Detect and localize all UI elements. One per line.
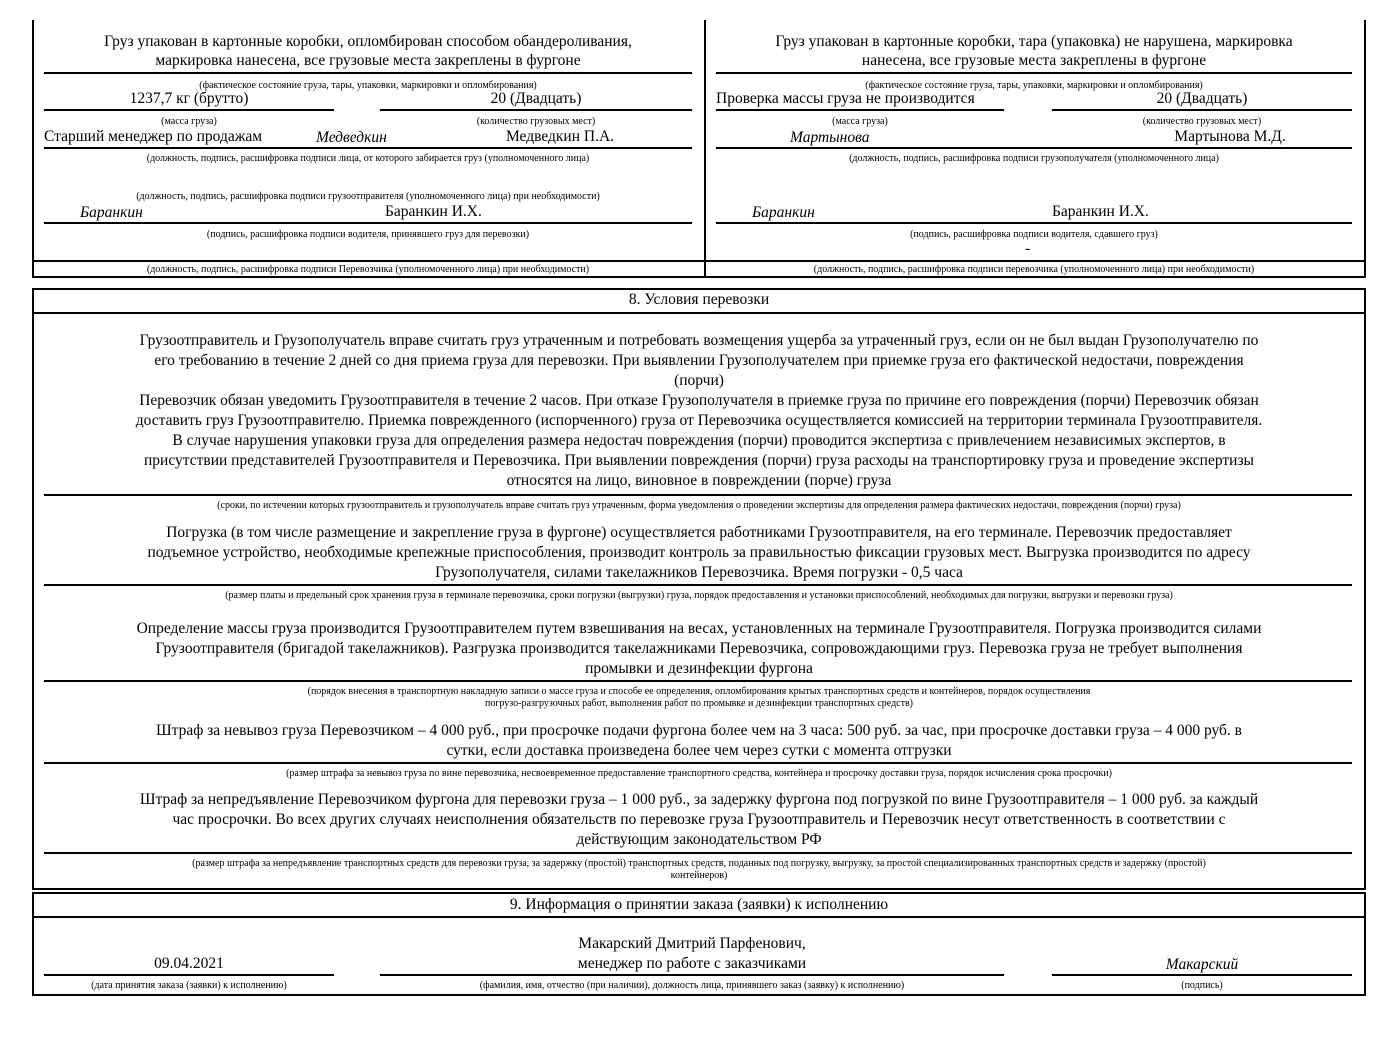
left-cargo-state-line1: Груз упакован в картонные коробки, опломбирован способом обандероливания, bbox=[104, 33, 632, 50]
section9-signature-caption: (подпись) bbox=[1181, 980, 1223, 991]
section8-p5-line: час просрочки. Во всех других случаях неисполнения обязательств по перевозке груза Грузоотправитель и Перевозчик несут ответственность в соответствии с bbox=[172, 811, 1226, 828]
right-carrier-caption: (должность, подпись, расшифровка подписи перевозчика (уполномоченного лица) при необходимости) bbox=[813, 264, 1255, 275]
left-signature: Медведкин bbox=[316, 129, 387, 146]
section9-signature-underline bbox=[1052, 974, 1352, 976]
section8-p2-line: Погрузка (в том числе размещение и закрепление груза в фургоне) осуществляется работниками Грузоотправителя, на его терминале. Перевозчик предоставляет bbox=[166, 524, 1232, 541]
section8-paragraph-5 bbox=[40, 790, 1358, 850]
right-mass-underline bbox=[716, 109, 1004, 111]
left-places-caption: (количество грузовых мест) bbox=[476, 116, 596, 127]
left-carrier-caption: (должность, подпись, расшифровка подписи Перевозчика (уполномоченного лица) при необходимости) bbox=[146, 264, 590, 275]
left-driver-name: Баранкин И.Х. bbox=[385, 203, 482, 220]
section8-c5-line: контейнеров) bbox=[670, 870, 728, 881]
right-mass-caption: (масса груза) bbox=[832, 116, 888, 127]
section8-caption-2: (размер платы и предельный срок хранения груза в терминале перевозчика, сроки погрузки (выгрузки) груза, порядок предоставления и установки приспособлений, необходимых для погрузки, выгрузки и перевозки груза) bbox=[225, 590, 1173, 601]
section8-paragraph-2 bbox=[40, 523, 1358, 583]
left-position: Старший менеджер по продажам bbox=[44, 128, 263, 145]
right-places-caption: (количество грузовых мест) bbox=[1142, 116, 1262, 127]
section8-p1-line: Грузоотправитель и Грузополучатель вправе считать груз утраченным и потребовать возмещения ущерба за утраченный груз, если он не был выдан Грузополучателю по bbox=[139, 332, 1259, 349]
left-person-underline bbox=[44, 147, 692, 149]
left-places-underline bbox=[380, 109, 692, 111]
right-driver-name: Баранкин И.Х. bbox=[1052, 203, 1149, 220]
section9-date: 09.04.2021 bbox=[154, 955, 224, 972]
right-signature: Мартынова bbox=[790, 129, 870, 146]
left-driver-signature: Баранкин bbox=[80, 204, 143, 221]
section8-p1-line: присутствии представителей Грузоотправителя и Перевозчика. При выявлении повреждения (порчи) груза расходы на транспортировку груза и проведение экспертизы bbox=[144, 452, 1254, 469]
right-cargo-state-line1: Груз упакован в картонные коробки, тара (упаковка) не нарушена, маркировка bbox=[775, 33, 1293, 50]
top-left-border bbox=[32, 20, 34, 278]
right-cargo-state-line2: нанесена, все грузовые места закреплены в фургоне bbox=[861, 52, 1207, 69]
right-driver-signature: Баранкин bbox=[752, 204, 815, 221]
section8-p1-line: его требованию в течение 2 дней со дня приема груза для перевозки. При выявлении Грузополучателем при приемке груза его фактической недостачи, повреждения bbox=[154, 352, 1244, 369]
section9-title-line bbox=[32, 916, 1366, 918]
section8-p3-line: Определение массы груза производится Грузоотправителем путем взвешивания на весах, установленных на терминале Грузоотправителя. Погрузка производится силами bbox=[136, 620, 1262, 637]
section8-p4-line: Штраф за невывоз груза Перевозчиком – 4 000 руб., при просрочке подачи фургона более чем на 3 часа: 500 руб. за час, при просрочке доставки груза – 4 000 руб. в bbox=[155, 722, 1242, 739]
section8-caption-3 bbox=[34, 686, 1364, 710]
section8-p5-line: Штраф за непредъявление Перевозчиком фургона для перевозки груза – 1 000 руб., за задержку фургона под погрузкой по вине Грузоотправителя – 1 000 руб. за каждый bbox=[139, 791, 1259, 808]
section8-p1-line: В случае нарушения упаковки груза для определения размера недостач повреждения (порчи) проводится экспертиза с привлечением независимых экспертов, в bbox=[172, 432, 1226, 449]
left-shipper-caption: (должность, подпись, расшифровка подписи грузоотправителя (уполномоченного лица) при необходимости) bbox=[136, 191, 600, 202]
section8-p5-line: действующим законодательством РФ bbox=[576, 831, 822, 848]
section8-p3-line: Грузоотправителя (бригадой такелажников). Разгрузка производится такелажниками Перевозчика, сопровождающими груз. Перевозка груза не требует выполнения bbox=[155, 640, 1243, 657]
left-name: Медведкин П.А. bbox=[505, 128, 615, 145]
section8-title-line bbox=[32, 312, 1366, 314]
left-cargo-state-caption: (фактическое состояние груза, тары, упаковки, маркировки и опломбирования) bbox=[199, 80, 537, 91]
section8-p1-line: относятся на лицо, виновное в повреждении (порче) груза bbox=[506, 472, 892, 489]
section8-p1-line: доставить груз Грузоотправителю. Приемка поврежденного (испорченного) груза от Перевозчика осуществляется комиссией на территории терминала Грузоотправителя. bbox=[135, 412, 1263, 429]
section8-title: 8. Условия перевозки bbox=[628, 291, 770, 308]
section8-p5-underline bbox=[44, 852, 1352, 854]
right-driver-caption: (подпись, расшифровка подписи водителя, сдавшего груз) bbox=[910, 229, 1158, 240]
section8-p2-underline bbox=[44, 584, 1352, 586]
left-mass-value: 1237,7 кг (брутто) bbox=[129, 90, 249, 107]
section9-date-underline bbox=[44, 974, 334, 976]
section8-p1-line: Перевозчик обязан уведомить Грузоотправителя в течение 2 часов. При отказе Грузополучателя в приемке груза по причине его повреждения (порчи) Перевозчик обязан bbox=[139, 392, 1259, 409]
right-name: Мартынова М.Д. bbox=[1174, 128, 1286, 145]
left-mass-caption: (масса груза) bbox=[161, 116, 217, 127]
section9-person-line1: Макарский Дмитрий Парфенович, bbox=[578, 935, 806, 952]
section9-title: 9. Информация о принятии заказа (заявки) к исполнению bbox=[509, 896, 889, 913]
section9-person-caption: (фамилия, имя, отчество (при наличии), должность лица, принявшего заказ (заявку) к исполнению) bbox=[479, 980, 905, 991]
left-cargo-state-underline bbox=[44, 72, 692, 74]
right-driver-underline bbox=[716, 222, 1352, 224]
section8-caption-4: (размер штрафа за невывоз груза по вине перевозчика, несвоевременное предоставление транспортного средства, контейнера и просрочку доставки груза, порядок исчисления срока просрочки) bbox=[286, 768, 1112, 779]
section8-p3-line: промывки и дезинфекции фургона bbox=[585, 660, 813, 677]
left-cargo-state-line2: маркировка нанесена, все грузовые места закреплены в фургоне bbox=[155, 52, 581, 69]
right-cargo-state-caption: (фактическое состояние груза, тары, упаковки, маркировки и опломбирования) bbox=[865, 80, 1203, 91]
section8-c3-line: погрузо-разгрузочных работ, выполнения работ по промывке и дезинфекции транспортных средств) bbox=[484, 698, 914, 709]
section9-signature: Макарский bbox=[1165, 956, 1239, 973]
section8-c5-line: (размер штрафа за непредъявление транспортных средств для перевозки груза, за задержку (простой) транспортных средств, поданных под погрузку, выгрузку, за простой специализированных транспортных средств и задержку (простой) bbox=[192, 858, 1206, 869]
right-person-underline bbox=[716, 147, 1352, 149]
left-mass-underline bbox=[44, 109, 334, 111]
section9-person-line2: менеджер по работе с заказчиками bbox=[577, 955, 807, 972]
right-person-caption: (должность, подпись, расшифровка подписи грузополучателя (уполномоченного лица) bbox=[849, 153, 1219, 164]
section8-p3-underline bbox=[44, 680, 1352, 682]
right-cargo-state-underline bbox=[716, 72, 1352, 74]
top-right-border bbox=[1364, 20, 1366, 278]
section8-paragraph-4 bbox=[40, 721, 1358, 761]
section9-date-caption: (дата принятия заказа (заявки) к исполнению) bbox=[91, 980, 287, 991]
right-dash: - bbox=[1025, 240, 1031, 257]
top-bottom-border bbox=[32, 276, 1366, 278]
left-driver-caption: (подпись, расшифровка подписи водителя, принявшего груз для перевозки) bbox=[206, 229, 530, 240]
section8-p4-underline bbox=[44, 762, 1352, 764]
section8-caption-1: (сроки, по истечении которых грузоотправитель и грузополучатель вправе считать груз утраченным, форма уведомления о проведении экспертизы для определения размера фактических недостачи, повреждения (порчи) груза) bbox=[217, 500, 1181, 511]
section9-person-underline bbox=[380, 974, 1004, 976]
section8-p2-line: Грузополучателя, силами такелажников Перевозчика. Время погрузки - 0,5 часа bbox=[435, 564, 963, 581]
section8-p1-underline bbox=[44, 494, 1352, 496]
section8-caption-5 bbox=[34, 858, 1364, 882]
section8-paragraph-3 bbox=[40, 619, 1358, 679]
top-carrier-row-line bbox=[32, 260, 1366, 262]
right-places-value: 20 (Двадцать) bbox=[1156, 90, 1248, 107]
top-middle-border bbox=[704, 20, 706, 278]
section8-p1-line: (порчи) bbox=[674, 372, 724, 389]
section8-p2-line: подъемное устройство, необходимые крепежные приспособления, производит контроль за правильностью фиксации грузовых мест. Выгрузка производится по адресу bbox=[147, 544, 1251, 561]
left-places-value: 20 (Двадцать) bbox=[490, 90, 582, 107]
right-places-underline bbox=[1052, 109, 1352, 111]
right-mass-value: Проверка массы груза не производится bbox=[716, 90, 975, 107]
section8-c3-line: (порядок внесения в транспортную накладную записи о массе груза и способе ее определения, опломбирования крытых транспортных средств и контейнеров, порядок осуществления bbox=[307, 686, 1091, 697]
left-driver-underline bbox=[44, 222, 692, 224]
section8-p4-line: сутки, если доставка произведена более чем через сутки с момента отгрузки bbox=[446, 742, 952, 759]
left-person-caption: (должность, подпись, расшифровка подписи лица, от которого забирается груз (уполномоченного лица) bbox=[146, 153, 590, 164]
section8-paragraph-1 bbox=[40, 331, 1358, 491]
